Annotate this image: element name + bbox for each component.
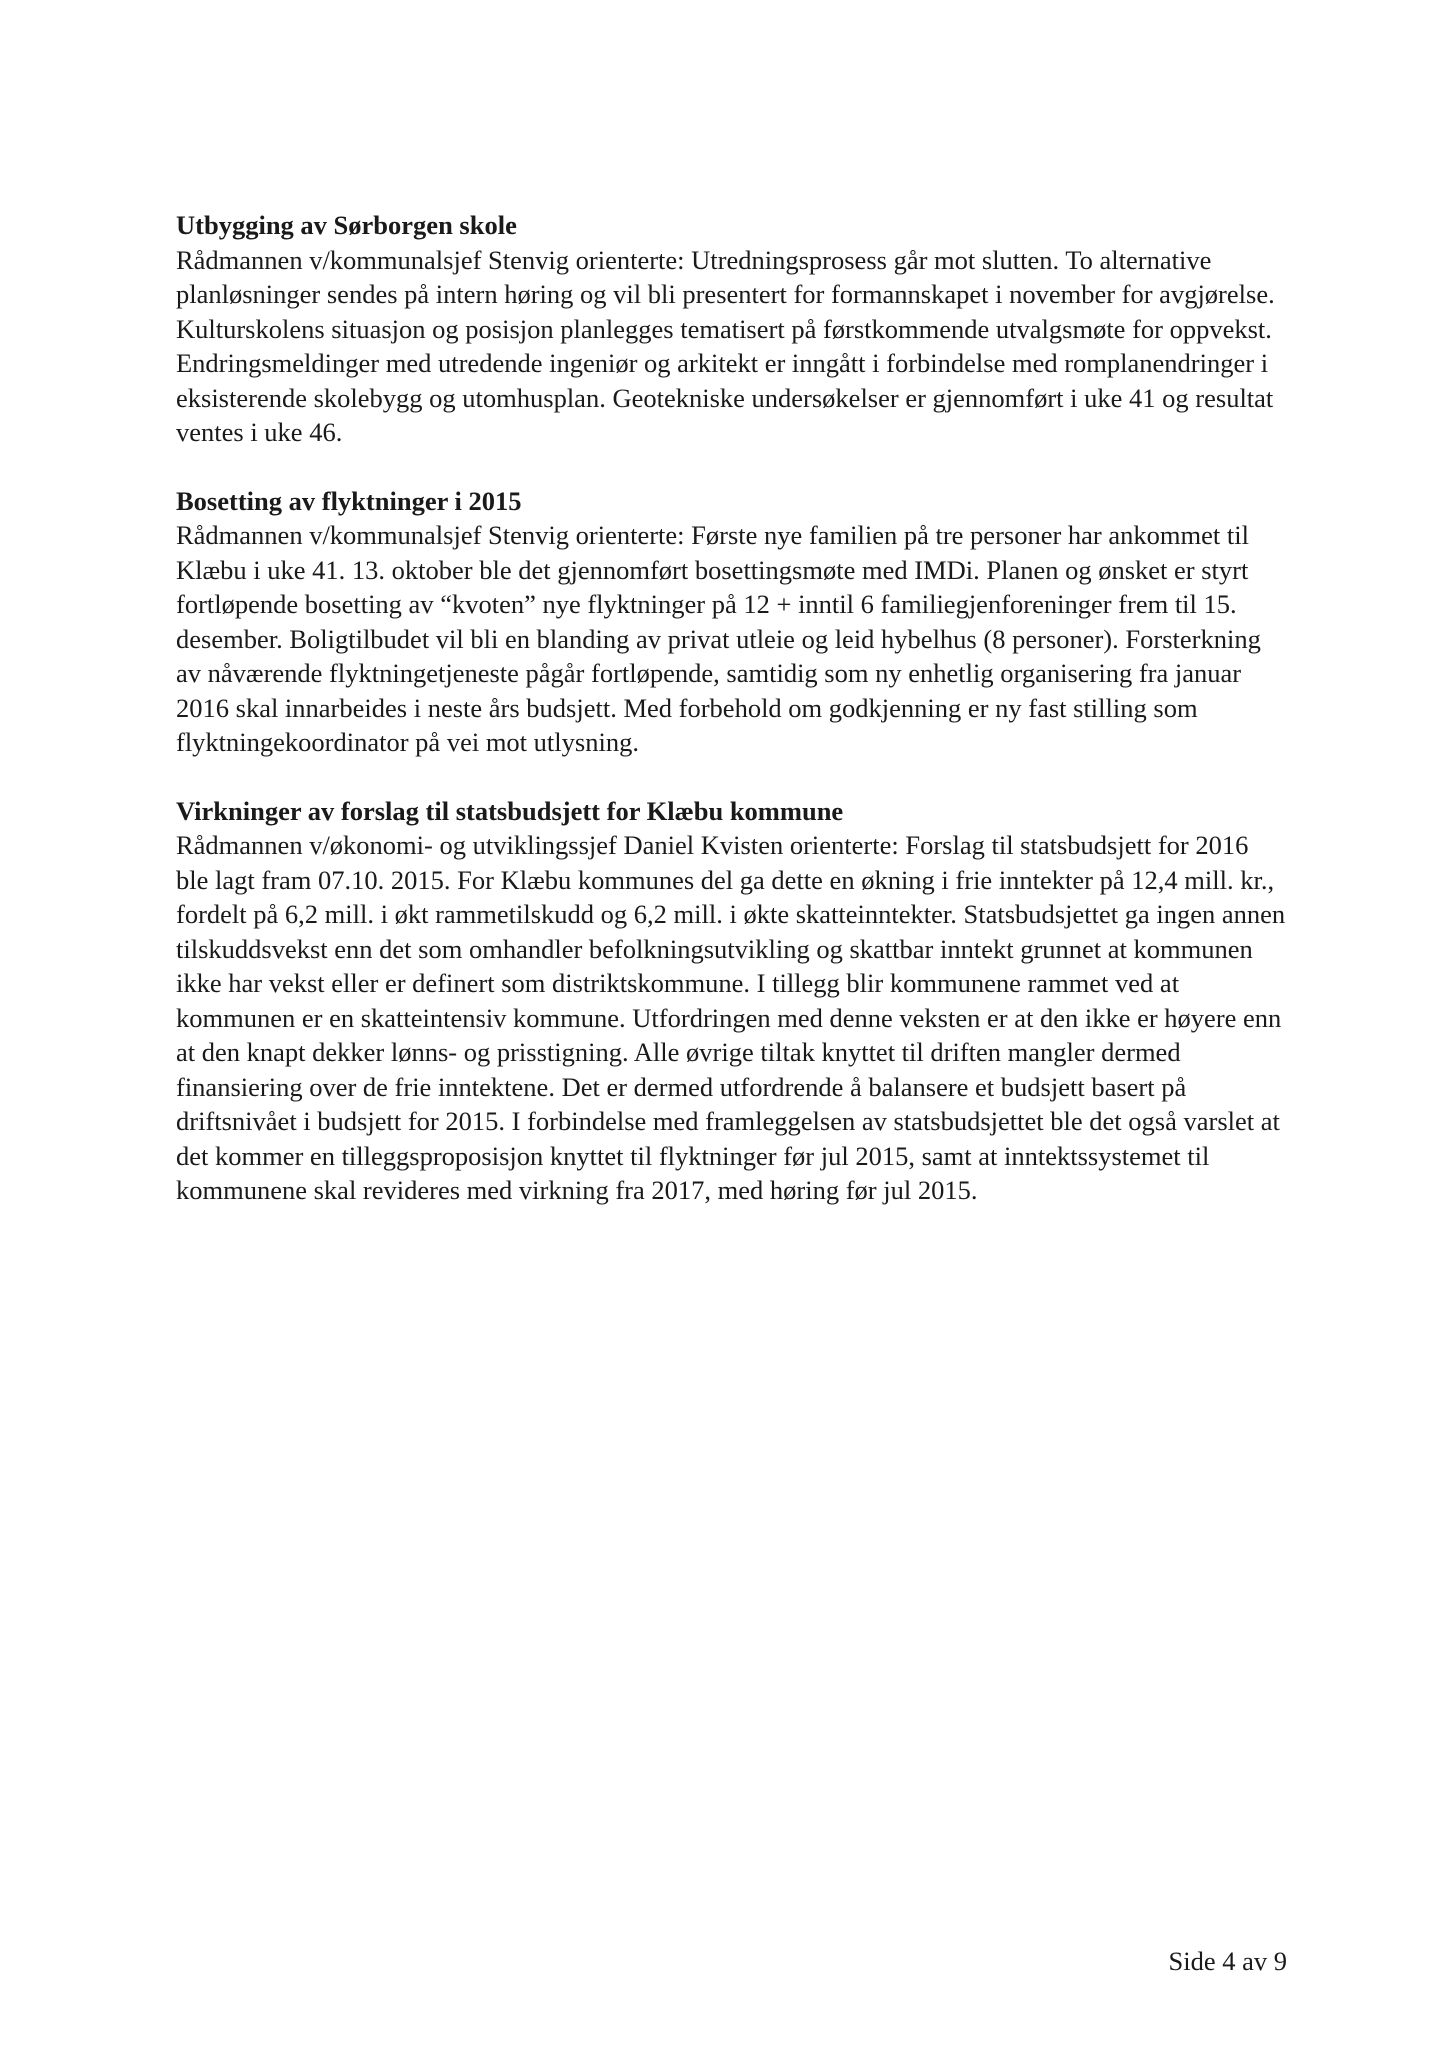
document-content [176,208,1286,1242]
section-body: Rådmannen v/kommunalsjef Stenvig orienterte: Første nye familien på tre personer har ankommet til Klæbu i uke 41. 13. oktober ble det gjennomført bosettingsmøte med IMDi. Planen og ønsket er styrt fortløpende bosetting av “kvoten” nye flyktninger på 12 + inntil 6 familiegjenforeninger frem til 15. desember. Boligtilbudet vil bli en blanding av privat utleie og leid hybelhus (8 personer). Forsterkning av nåværende flyktningetjeneste pågår fortløpende, samtidig som ny enhetlig organisering fra januar 2016 skal innarbeides i neste års budsjett. Med forbehold om godkjenning er ny fast stilling som flyktningekoordinator på vei mot utlysning. [176,520,1261,757]
section-title: Bosetting av flyktninger i 2015 [176,485,522,516]
section-body: Rådmannen v/økonomi- og utviklingssjef Daniel Kvisten orienterte: Forslag til statsbudsjett for 2016 ble lagt fram 07.10. 2015. For Klæbu kommunes del ga dette en økning i frie inntekter på 12,4 mill. kr., fordelt på 6,2 mill. i økt rammetilskudd og 6,2 mill. i økte skatteinntekter. Statsbudsjettet ga ingen annen tilskuddsvekst enn det som omhandler befolkningsutvikling og skattbar inntekt grunnet at kommunen ikke har vekst eller er definert som distriktskommune. I tillegg blir kommunene rammet ved at kommunen er en skatteintensiv kommune. Utfordringen med denne veksten er at den ikke er høyere enn at den knapt dekker lønns- og prisstigning. Alle øvrige tiltak knyttet til driften mangler dermed finansiering over de frie inntektene. Det er dermed utfordrende å balansere et budsjett basert på driftsnivået i budsjett for 2015. I forbindelse med framleggelsen av statsbudsjettet ble det også varslet at det kommer en tilleggsproposisjon knyttet til flyktninger før jul 2015, samt at inntektssystemet til kommunene skal revideres med virkning fra 2017, med høring før jul 2015. [176,830,1286,1205]
section-statsbudsjett [176,794,1286,1208]
page-number: Side 4 av 9 [1168,1946,1287,1976]
section-bosetting-flyktninger [176,484,1286,760]
section-title: Virkninger av forslag til statsbudsjett for Klæbu kommune [176,795,844,826]
section-sorborgen-skole [176,208,1286,450]
section-body: Rådmannen v/kommunalsjef Stenvig orienterte: Utredningsprosess går mot slutten. To alternative planløsninger sendes på intern høring og vil bli presentert for formannskapet i november for avgjørelse. Kulturskolens situasjon og posisjon planlegges tematisert på førstkommende utvalgsmøte for oppvekst. Endringsmeldinger med utredende ingeniør og arkitekt er inngått i forbindelse med romplanendringer i eksisterende skolebygg og utomhusplan. Geotekniske undersøkelser er gjennomført i uke 41 og resultat ventes i uke 46. [176,244,1275,447]
section-title: Utbygging av Sørborgen skole [176,210,517,240]
